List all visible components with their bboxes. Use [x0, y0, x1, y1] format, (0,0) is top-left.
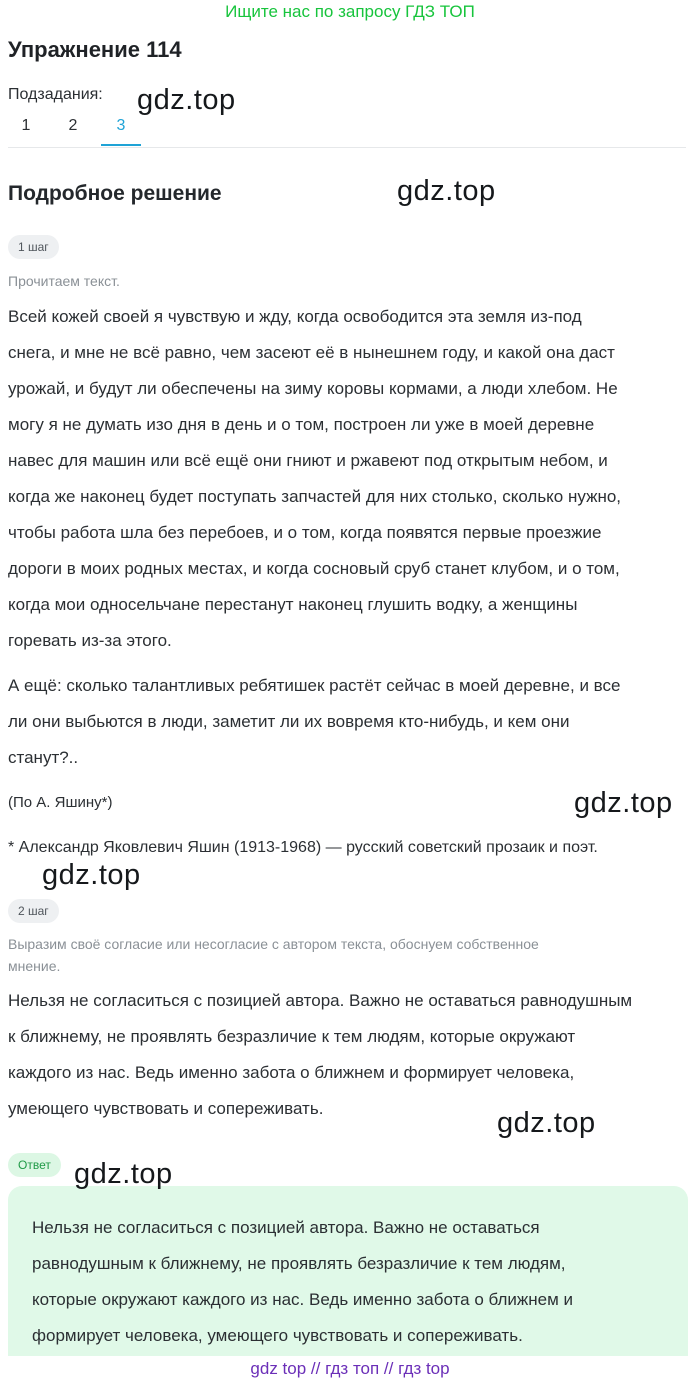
watermark: gdz.top	[137, 84, 236, 116]
hint-line: мнение.	[8, 958, 61, 974]
step-1-paragraph-2	[8, 668, 688, 776]
watermark: gdz.top	[497, 1107, 596, 1139]
text-line: умеющего чувствовать и сопереживать.	[8, 1099, 324, 1118]
text-line: чтобы работа шла без перебоев, и о том, когда появятся первые проезжие	[8, 523, 602, 542]
text-line: могу я не думать изо дня в день и о том, построен ли уже в моей деревне	[8, 415, 595, 434]
text-line: дороги в моих родных местах, и когда сосновый сруб станет клубом, и о том,	[8, 559, 620, 578]
watermark: gdz.top	[42, 859, 141, 891]
active-tab-indicator	[101, 144, 141, 146]
step-2-badge: 2 шаг	[8, 899, 59, 923]
step-1-badge: 1 шаг	[8, 235, 59, 259]
step-2-hint	[8, 933, 688, 977]
step-1-attribution: (По А. Яшину*)	[8, 794, 113, 811]
text-line: формирует человека, умеющего чувствовать и сопереживать.	[32, 1326, 523, 1345]
text-line: к ближнему, не проявлять безразличие к тем людям, которые окружают	[8, 1027, 576, 1046]
text-line: снега, и мне не всё равно, чем засеют её в нынешнем году, и какой она даст	[8, 343, 615, 362]
text-line: которые окружают каждого из нас. Ведь именно забота о ближнем и	[32, 1290, 574, 1309]
text-line: ли они выбьются в люди, заметит ли их вовремя кто-нибудь, и кем они	[8, 712, 570, 731]
text-line: когда же наконец будет поступать запчастей для них столько, сколько нужно,	[8, 487, 622, 506]
watermark: gdz.top	[397, 175, 496, 207]
watermark: gdz.top	[574, 787, 673, 819]
tab-subtask-2[interactable]: 2	[68, 117, 78, 134]
watermark: gdz.top	[74, 1158, 173, 1190]
step-1-footnote: * Александр Яковлевич Яшин (1913-1968) — русский советский прозаик и поэт.	[8, 839, 598, 856]
text-line: каждого из нас. Ведь именно забота о ближнем и формирует человека,	[8, 1063, 575, 1082]
answer-badge: Ответ	[8, 1153, 61, 1177]
step-2-paragraph	[8, 983, 688, 1127]
text-line: А ещё: сколько талантливых ребятишек растёт сейчас в моей деревне, и все	[8, 676, 621, 695]
page-title: Упражнение 114	[8, 37, 182, 62]
step-1-paragraph-1	[8, 299, 688, 659]
subtasks-label: Подзадания:	[8, 86, 103, 103]
text-line: навес для машин или всё ещё они гниют и ржавеют под открытым небом, и	[8, 451, 608, 470]
hint-line: Выразим своё согласие или несогласие с автором текста, обоснуем собственное	[8, 936, 539, 952]
text-line: когда мои односельчане перестанут наконец глушить водку, а женщины	[8, 595, 578, 614]
tabs-divider	[8, 147, 686, 148]
text-line: Нельзя не согласиться с позицией автора. Важно не оставаться равнодушным	[8, 991, 633, 1010]
tab-subtask-1[interactable]: 1	[21, 117, 31, 134]
step-1-hint: Прочитаем текст.	[8, 273, 120, 289]
solution-title: Подробное решение	[8, 182, 222, 205]
text-line: равнодушным к ближнему, не проявлять безразличие к тем людям,	[32, 1254, 566, 1273]
search-promo-banner: Ищите нас по запросу ГДЗ ТОП	[225, 2, 475, 21]
answer-text	[32, 1210, 668, 1354]
text-line: Всей кожей своей я чувствую и жду, когда освободится эта земля из-под	[8, 307, 582, 326]
tab-subtask-3[interactable]: 3	[116, 117, 126, 134]
text-line: урожай, и будут ли обеспечены на зиму коровы кормами, а люди хлебом. Не	[8, 379, 618, 398]
text-line: станут?..	[8, 748, 79, 767]
text-line: горевать из-за этого.	[8, 631, 172, 650]
text-line: Нельзя не согласиться с позицией автора. Важно не оставаться	[32, 1218, 540, 1237]
footer-links: gdz top // гдз топ // гдз top	[0, 1356, 700, 1384]
